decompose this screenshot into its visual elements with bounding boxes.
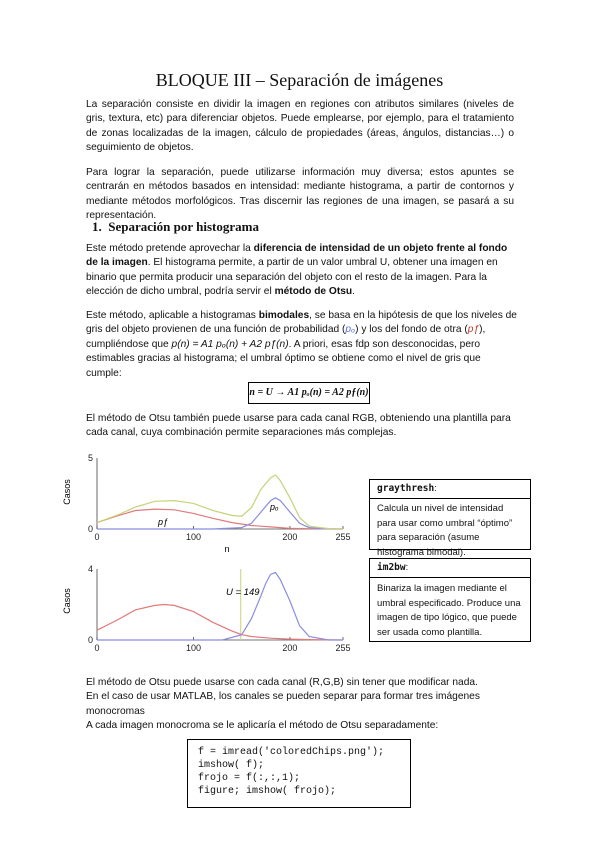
series-line-blue	[97, 498, 343, 529]
x-tick-label: 200	[282, 532, 298, 542]
graythresh-header	[377, 482, 523, 495]
bold-text: bimodales	[258, 310, 310, 321]
im2bw-box	[369, 558, 531, 642]
x-tick-label: 200	[282, 643, 298, 653]
graythresh-description: Calcula un nivel de intensidad para usar como umbral “óptimo” para separación (asume histograma bimodal).	[370, 498, 530, 560]
section-heading: 1. Separación por histograma	[92, 219, 259, 234]
y-tick-label: 4	[87, 564, 93, 574]
closing-line-3: A cada imagen monocroma se le aplicaría el método de Otsu separadamente:	[86, 720, 439, 732]
x-tick-label: 0	[94, 532, 100, 542]
annotation-pf: pƒ	[158, 517, 169, 527]
intro-paragraph-1: La separación consiste en dividir la imagen en regiones con atributos similares (niveles de gris, textura, etc) para diferenciar objetos. Puede emplearse, por ejemplo, para el tratamiento de zonas localizadas de la imagen, cálculo de propiedades (áreas, ángulos, distancias…) o seguimiento de objetos.	[86, 99, 514, 154]
otsu-rgb-paragraph: El método de Otsu también puede usarse para cada canal RGB, obteniendo una plantilla para cada canal, cuya combinación permite separaciones más complejas.	[86, 413, 511, 439]
x-tick-label: 100	[185, 643, 201, 653]
po-symbol: pₒ	[345, 324, 356, 336]
histogram-chart-bottom	[60, 561, 360, 661]
histogram-chart-top	[60, 450, 360, 556]
section-paragraph-2	[86, 309, 518, 381]
text-run: , se basa en la hipótesis de que los niveles de gris del objeto provienen de una función de probabilidad (	[86, 310, 517, 336]
code-block	[187, 739, 411, 808]
annotation-po: pₒ	[270, 502, 279, 512]
code-line: f = imread('coloredChips.png');	[198, 747, 385, 758]
section-paragraph-1	[86, 242, 516, 300]
pf-symbol: pƒ	[467, 324, 480, 336]
colon: :	[434, 483, 437, 494]
closing-line-1: El método de Otsu puede usarse con cada canal (R,G,B) sin tener que modificar nada.	[86, 677, 478, 688]
bold-text: diferencia de intensidad de un objeto frente al fondo de la imagen	[86, 243, 508, 269]
annotation-threshold: U = 149	[226, 587, 260, 598]
x-tick-label: 0	[94, 643, 100, 653]
threshold-formula: n = U → A1 pₒ(n) = A2 pƒ(n)	[248, 382, 370, 404]
code-line: frojo = f(:,:,1);	[198, 773, 301, 784]
y-axis-label: Casos	[62, 588, 72, 614]
intro-paragraph-2: Para lograr la separación, puede utilizarse información muy diversa; estos apuntes se centrarán en métodos basados en intensidad: mediante histograma, a partir de contornos y mediante métodos morfológicos. Tras discernir las regiones de una imagen, se pasará a su representación.	[86, 167, 514, 222]
series-line-blue	[97, 573, 343, 641]
x-tick-label: 100	[185, 532, 201, 542]
im2bw-header	[377, 561, 523, 574]
closing-paragraph	[86, 676, 516, 734]
graythresh-box	[369, 479, 531, 558]
im2bw-description: Binariza la imagen mediante el umbral especificado. Produce una imagen de tipo lógico, que puede ser usada como plantilla.	[370, 577, 530, 640]
text-run: Este método, aplicable a histogramas	[86, 310, 259, 321]
function-name: graythresh	[377, 483, 435, 494]
series-line-red	[97, 605, 343, 641]
text-run: ) y los del fondo de otra (	[355, 324, 468, 336]
closing-line-2: En el caso de usar MATLAB, los canales se pueden separar para formar tres imágenes monocromas	[86, 691, 480, 717]
text-run: . El histograma permite, a partir de un valor umbral U, obtener una imagen en binario que permita producir una separación del objeto con el resto de la imagen. Para la elección de dicho umbral, podría servir el	[86, 257, 498, 298]
y-axis-label: Casos	[62, 479, 72, 505]
y-tick-label: 5	[87, 453, 93, 463]
y-tick-label: 0	[87, 524, 93, 534]
y-tick-label: 0	[87, 635, 93, 645]
bold-text: método de Otsu	[274, 286, 353, 298]
x-tick-label: 255	[335, 643, 351, 653]
text-run: Este método pretende aprovechar la	[86, 243, 254, 254]
code-line: imshow( f);	[198, 760, 265, 771]
page-title: BLOQUE III – Separación de imágenes	[155, 70, 444, 90]
x-tick-label: 255	[335, 532, 351, 542]
series-line-green	[97, 475, 343, 529]
inline-equation: p(n) = A1 pₒ(n) + A2 pƒ(n)	[171, 338, 289, 350]
code-line: figure; imshow( frojo);	[198, 786, 337, 797]
colon: :	[405, 562, 409, 573]
text-run: . A priori, esas fdp son desconocidas, pero estimables gracias al histograma; el umbral óptimo se obtiene como el nivel de gris que cumple:	[86, 338, 481, 379]
x-axis-label: n	[224, 544, 230, 554]
text-run: .	[352, 286, 355, 298]
function-name: im2bw	[377, 562, 406, 573]
text-run: ), cumpliéndose que	[86, 324, 486, 350]
